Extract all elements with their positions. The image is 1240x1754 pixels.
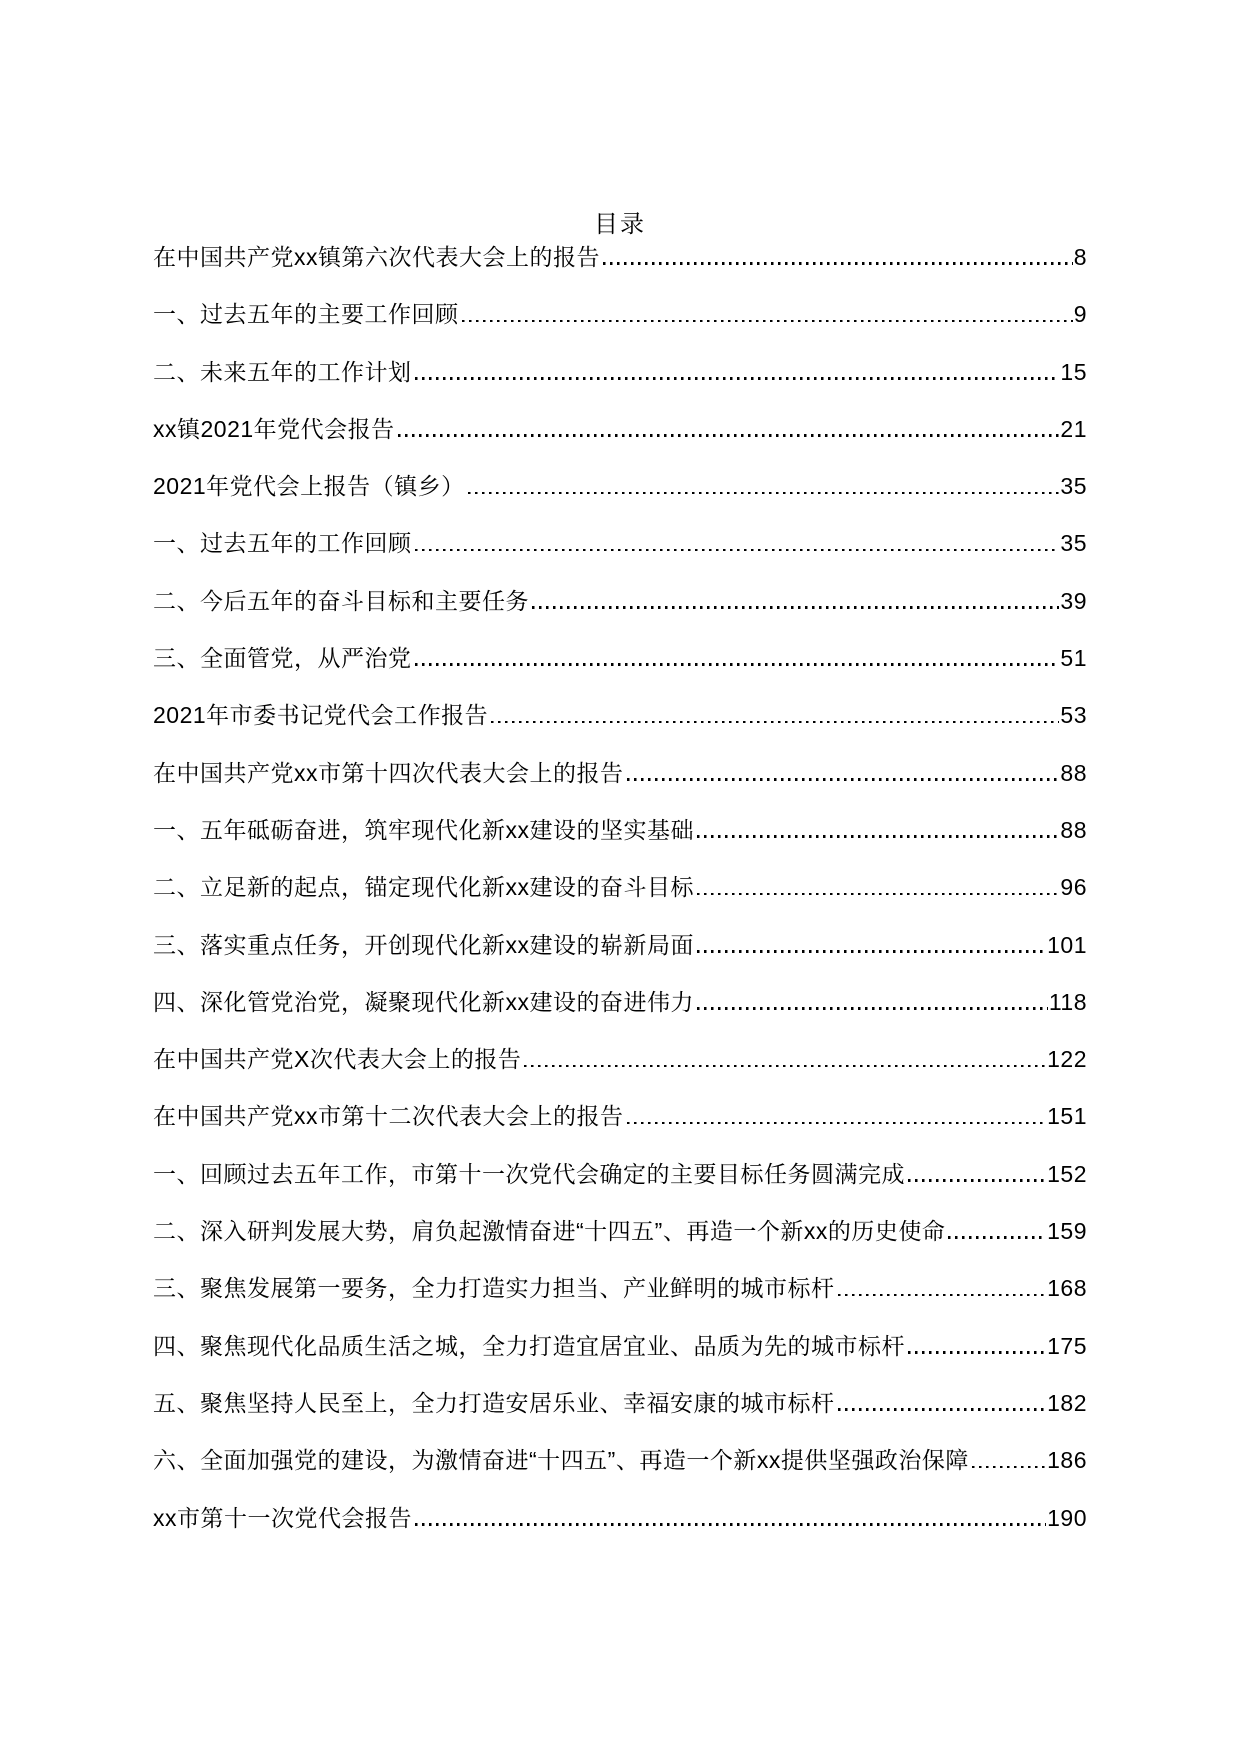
toc-entry[interactable]: [153, 802, 1087, 859]
toc-entry-label: 四、聚焦现代化品质生活之城，全力打造宜居宜业、品质为先的城市标杆: [153, 1332, 905, 1359]
toc-entry-page: 53: [1060, 702, 1087, 729]
toc-leader-dots: [838, 1408, 1047, 1411]
toc-leader-dots: [491, 721, 1059, 724]
toc-entry-label: 在中国共产党X次代表大会上的报告: [153, 1046, 522, 1073]
toc-leader-dots: [697, 835, 1059, 838]
toc-entry[interactable]: [153, 1490, 1087, 1547]
toc-entry-label: 三、聚焦发展第一要务，全力打造实力担当、产业鲜明的城市标杆: [153, 1275, 835, 1302]
toc-entry-label: 2021年市委书记党代会工作报告: [153, 702, 489, 729]
toc-entry[interactable]: [153, 1375, 1087, 1432]
toc-entry-page: 118: [1048, 988, 1087, 1015]
toc-entry[interactable]: [153, 745, 1087, 802]
toc-entry-label: 二、今后五年的奋斗目标和主要任务: [153, 587, 529, 614]
toc-entry-page: 88: [1060, 816, 1087, 843]
toc-entry[interactable]: [153, 229, 1087, 286]
toc-entry-page: 51: [1060, 645, 1087, 672]
toc-entry[interactable]: [153, 515, 1087, 572]
toc-entry-page: 15: [1060, 358, 1087, 385]
toc-entry-page: 101: [1047, 931, 1087, 958]
toc-entry-page: 190: [1047, 1504, 1087, 1531]
toc-leader-dots: [468, 492, 1060, 495]
toc-entry-page: 96: [1060, 874, 1087, 901]
toc-entry[interactable]: [153, 344, 1087, 401]
toc-entry-page: 39: [1060, 587, 1087, 614]
toc-entry[interactable]: [153, 630, 1087, 687]
toc-entry-label: 一、回顾过去五年工作，市第十一次党代会确定的主要目标任务圆满完成: [153, 1160, 905, 1187]
toc-entry[interactable]: [153, 1031, 1087, 1088]
toc-entry-label: 在中国共产党xx市第十二次代表大会上的报告: [153, 1103, 624, 1130]
toc-entry-page: 152: [1047, 1160, 1087, 1187]
toc-leader-dots: [415, 1523, 1046, 1526]
toc-entry[interactable]: [153, 974, 1087, 1031]
toc-leader-dots: [524, 1065, 1046, 1068]
toc-leader-dots: [415, 377, 1060, 380]
toc-entry-label: 在中国共产党xx镇第六次代表大会上的报告: [153, 244, 600, 270]
toc-leader-dots: [462, 320, 1073, 323]
toc-leader-dots: [532, 606, 1059, 609]
toc-entry-label: 二、深入研判发展大势，肩负起激情奋进“十四五”、再造一个新xx的历史使命: [153, 1218, 946, 1245]
toc-entry-label: 三、落实重点任务，开创现代化新xx建设的崭新局面: [153, 931, 694, 958]
toc-leader-dots: [627, 778, 1060, 781]
page-title: 目录: [594, 212, 646, 238]
toc-entry[interactable]: [153, 687, 1087, 744]
toc-leader-dots: [697, 893, 1059, 896]
toc-entry-label: xx市第十一次党代会报告: [153, 1504, 412, 1531]
toc-entry-label: 一、过去五年的主要工作回顾: [153, 301, 459, 328]
toc-entry-page: 35: [1060, 530, 1087, 557]
toc-entry-label: 一、五年砥砺奋进，筑牢现代化新xx建设的坚实基础: [153, 816, 694, 843]
toc-leader-dots: [415, 663, 1060, 666]
toc-entry[interactable]: [153, 859, 1087, 916]
toc-entry-label: 三、全面管党，从严治党: [153, 645, 412, 672]
toc-entry[interactable]: [153, 573, 1087, 630]
toc-entry[interactable]: [153, 1260, 1087, 1317]
toc-leader-dots: [603, 262, 1073, 265]
toc-leader-dots: [972, 1466, 1046, 1469]
toc-entry[interactable]: [153, 917, 1087, 974]
toc-entry-page: 9: [1073, 301, 1087, 328]
toc-leader-dots: [908, 1351, 1046, 1354]
toc-entry[interactable]: [153, 458, 1087, 515]
toc-entry[interactable]: [153, 1318, 1087, 1375]
toc-entry-label: 2021年党代会上报告（镇乡）: [153, 473, 465, 500]
toc-entry-page: 21: [1060, 415, 1087, 442]
toc-leader-dots: [948, 1236, 1046, 1239]
toc-entry-label: 四、深化管党治党，凝聚现代化新xx建设的奋进伟力: [153, 988, 694, 1015]
toc-entry-page: 122: [1047, 1046, 1087, 1073]
toc-leader-dots: [415, 549, 1060, 552]
toc-leader-dots: [908, 1179, 1046, 1182]
toc-entry-page: 159: [1047, 1218, 1087, 1245]
toc-entry-page: 88: [1060, 759, 1087, 786]
toc-leader-dots: [838, 1294, 1047, 1297]
toc-entry-page: 175: [1047, 1332, 1087, 1359]
toc-entry-label: 在中国共产党xx市第十四次代表大会上的报告: [153, 759, 624, 786]
toc-entry[interactable]: [153, 1088, 1087, 1145]
toc-entry[interactable]: [153, 401, 1087, 458]
toc-entry-page: 182: [1047, 1389, 1087, 1416]
toc-entry-page: 168: [1047, 1275, 1087, 1302]
toc-entry-label: 一、过去五年的工作回顾: [153, 530, 412, 557]
toc-entry[interactable]: [153, 1146, 1087, 1203]
toc-list: [153, 229, 1087, 1547]
toc-entry-label: 二、立足新的起点，锚定现代化新xx建设的奋斗目标: [153, 874, 694, 901]
toc-entry-label: 六、全面加强党的建设，为激情奋进“十四五”、再造一个新xx提供坚强政治保障: [153, 1447, 969, 1474]
toc-entry-label: 二、未来五年的工作计划: [153, 358, 412, 385]
toc-entry-page: 151: [1047, 1103, 1087, 1130]
toc-entry-label: 五、聚焦坚持人民至上，全力打造安居乐业、幸福安康的城市标杆: [153, 1389, 835, 1416]
toc-leader-dots: [697, 1007, 1048, 1010]
toc-entry[interactable]: [153, 286, 1087, 343]
toc-leader-dots: [627, 1122, 1047, 1125]
toc-entry[interactable]: [153, 1203, 1087, 1260]
toc-entry-page: 186: [1047, 1447, 1087, 1474]
toc-entry-page: 8: [1073, 244, 1087, 270]
toc-leader-dots: [697, 950, 1046, 953]
toc-entry[interactable]: [153, 1432, 1087, 1489]
toc-entry-page: 35: [1060, 473, 1087, 500]
toc-entry-label: xx镇2021年党代会报告: [153, 415, 395, 442]
toc-leader-dots: [398, 434, 1060, 437]
